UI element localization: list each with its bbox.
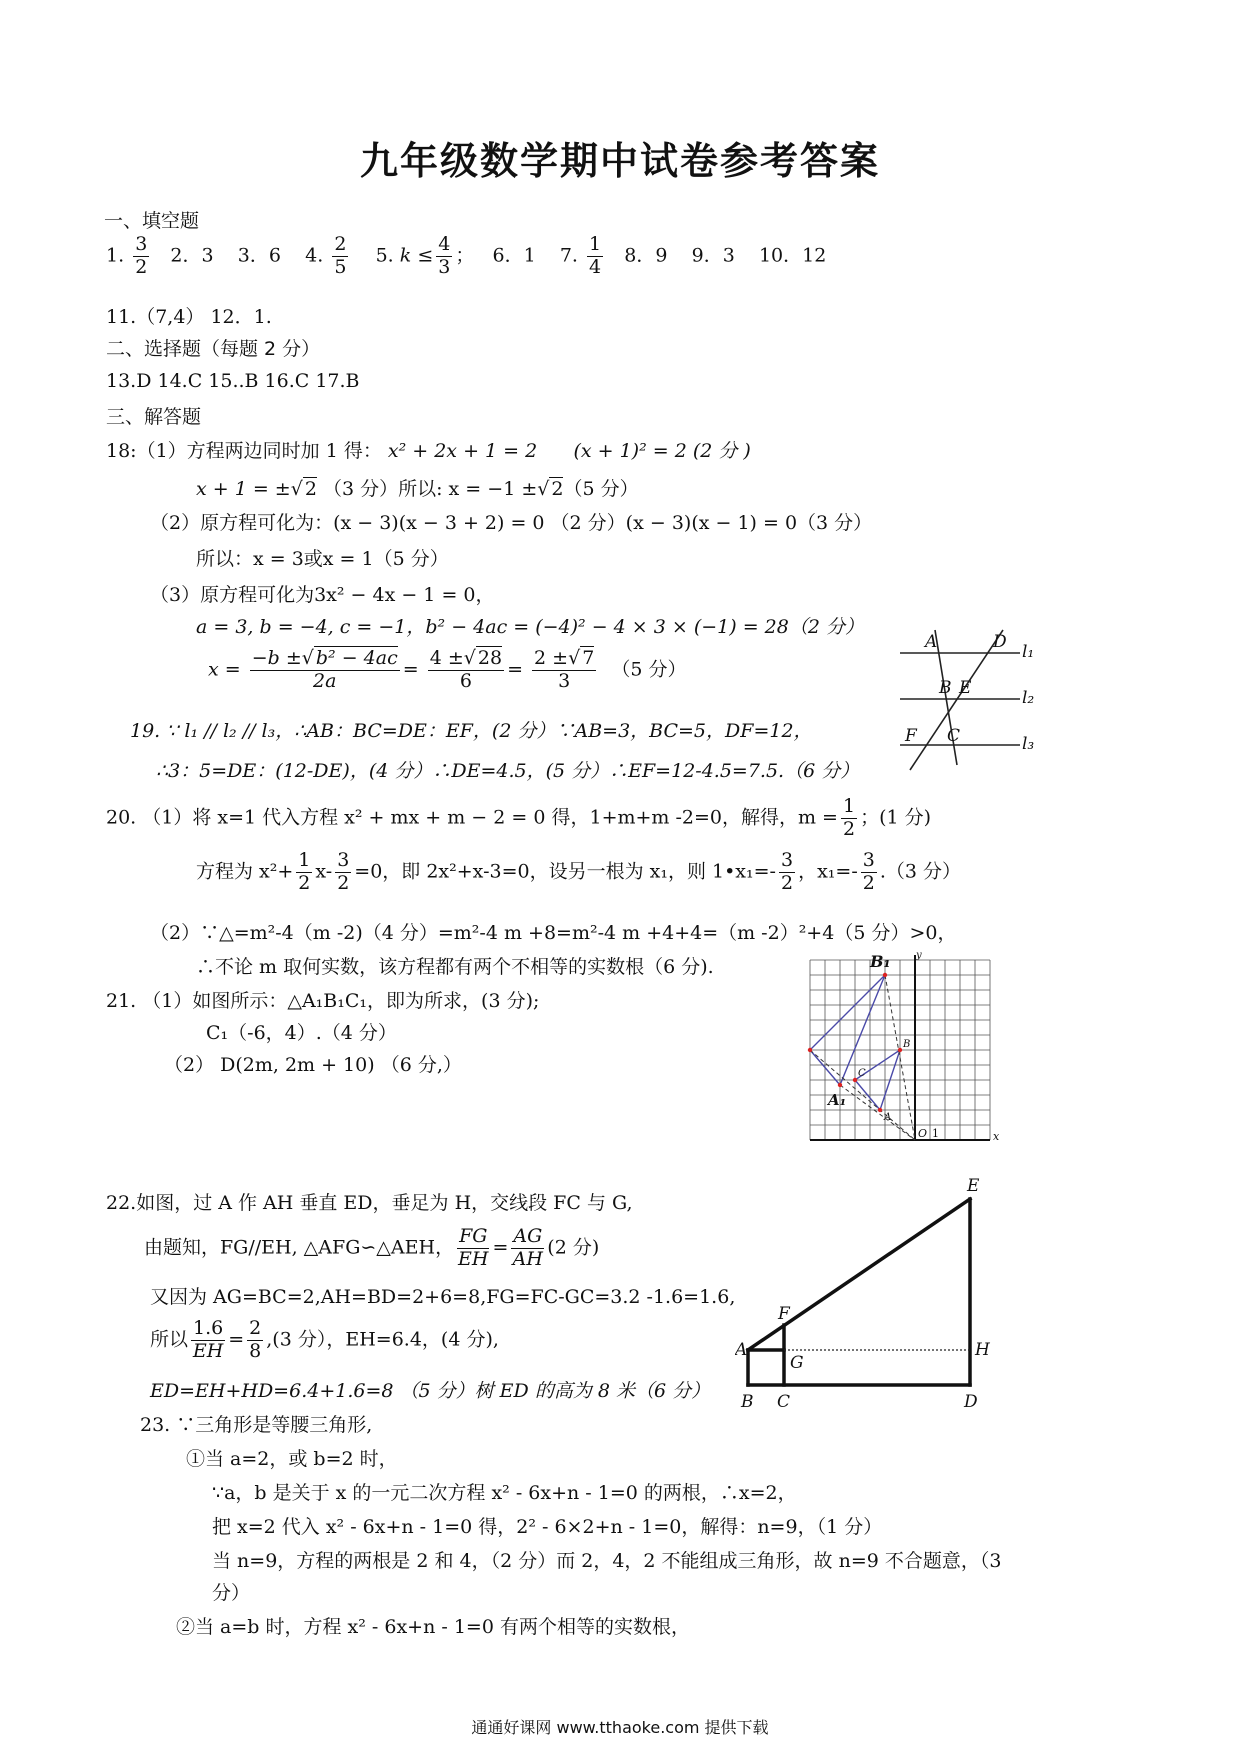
- q22-line-1: 22.如图，过 A 作 AH 垂直 ED，垂足为 H，交线段 FC 与 G,: [106, 1192, 633, 1214]
- answer-5-fraction: $\frac{4}{3}$: [438, 233, 451, 278]
- answer-4-fraction: $\frac{2}{5}$: [334, 233, 347, 278]
- q20-line-1: 20. （1）将 x=1 代入方程 x² + mx + m − 2 = 0 得，1+m+m -2=0，解得，m = $\frac{1}{2}$ ；(1 分): [106, 795, 932, 840]
- q18-line-5: （3）原方程可化为3x² − 4x − 1 = 0，: [150, 584, 495, 606]
- section-heading-solutions: 三、解答题: [106, 406, 202, 428]
- fig22-label-h: H: [975, 1340, 990, 1360]
- q23-line-3: ∵a，b 是关于 x 的一元二次方程 x² - 6x+n - 1=0 的两根，∴x=2，: [212, 1482, 797, 1504]
- q18-line-1: 18:（1）方程两边同时加 1 得： x² + 2x + 1 = 2 (x + 1)² = 2 (2 分 ): [106, 440, 751, 462]
- answer-1-label: 1.: [106, 244, 125, 267]
- answer-7-fraction: $\frac{1}{4}$: [589, 233, 602, 278]
- answer-7-label: 7.: [559, 244, 578, 267]
- fig22-label-a: A: [735, 1340, 748, 1360]
- q23-line-6: 分）: [212, 1582, 251, 1604]
- fig21-label-b1: B₁: [870, 952, 891, 971]
- q21-line-1: 21. （1）如图所示：△A₁B₁C₁，即为所求，(3 分);: [106, 990, 540, 1012]
- q20-line-3: （2）∵△=m²-4（m -2)（4 分）=m²-4 m +8=m²-4 m +4+4=（m -2）²+4（5 分）>0，: [150, 922, 957, 944]
- fig21-label-b: B: [903, 1039, 911, 1050]
- q18-fraction-7: $\frac{2 \pm√ 7}{3}$: [534, 647, 595, 692]
- fig21-label-y: y: [916, 950, 922, 961]
- fig19-label-l1: l₁: [1022, 642, 1035, 662]
- q18-quadratic-formula: $\frac{\text{−b ±√ b² − 4ac}}{2a}$: [251, 647, 398, 692]
- fig19-label-f: F: [905, 726, 917, 746]
- fig21-label-origin: O: [918, 1127, 928, 1140]
- fig22-label-e: E: [967, 1176, 980, 1196]
- section-heading-choice: 二、选择题（每题 2 分）: [106, 338, 321, 360]
- answer-3: 3．6: [237, 244, 281, 267]
- answer-5-k: k ≤: [399, 244, 434, 267]
- fig22-label-d: D: [964, 1392, 978, 1412]
- answer-2: 2．3: [170, 244, 214, 267]
- q22-line-2: 由题知，FG//EH, △AFG∽△AEH， $\frac{FG}{EH}$ = $\frac{AG}{AH} (2$ 分): [144, 1225, 600, 1270]
- q22-line-3: 又因为 AG=BC=2,AH=BD=2+6=8,FG=FC-GC=3.2 -1.6=1.6,: [150, 1286, 736, 1308]
- fig19-label-l3: l₃: [1022, 734, 1035, 754]
- fig22-label-b: B: [741, 1392, 754, 1412]
- fig22-label-c: C: [777, 1392, 791, 1412]
- answer-4-label: 4.: [305, 244, 324, 267]
- q19-line-2: ∴3：5=DE：(12-DE)，(4 分）∴DE=4.5，(5 分）∴EF=12-4.5=7.5.（6 分）: [156, 760, 860, 782]
- q19-line-1: 19. ∵ l₁ // l₂ // l₃，∴AB：BC=DE：EF，(2 分）∵AB=3，BC=5，DF=12，: [130, 720, 813, 742]
- fig22-label-f: F: [778, 1304, 790, 1324]
- section-heading-fill-in: 一、填空题: [104, 210, 200, 232]
- q23-line-4: 把 x=2 代入 x² - 6x+n - 1=0 得，2² - 6×2+n - 1=0，解得：n=9，（1 分）: [212, 1516, 883, 1538]
- fig21-label-x: x: [993, 1130, 1000, 1143]
- q18-line-3: （2）原方程可化为：(x − 3)(x − 3 + 2) = 0 （2 分）(x − 3)(x − 1) = 0（3 分）: [150, 512, 873, 534]
- fig22-label-g: G: [790, 1353, 804, 1373]
- q20-line-4: ∴不论 m 取何实数，该方程都有两个不相等的实数根（6 分).: [196, 956, 714, 978]
- q21-line-3: （2） D(2m, 2m + 10) （6 分,）: [164, 1054, 462, 1076]
- fig21-label-a1: A₁: [828, 1091, 847, 1109]
- choice-answers: 13.D 14.C 15..B 16.C 17.B: [106, 370, 360, 392]
- fill-in-answers-row-2: 11.（7,4） 12．1.: [106, 306, 272, 328]
- fig19-label-a: A: [925, 632, 938, 652]
- fig19-label-l2: l₂: [1022, 688, 1035, 708]
- answer-9: 9．3: [691, 244, 735, 267]
- q22-line-4: 所以 $\frac{1.6}{EH}$ = $\frac{2}{8}$ ,(3 分），EH=6.4，(4 分),: [150, 1317, 499, 1362]
- fig21-label-one: 1: [932, 1127, 939, 1140]
- q18-line-6: a = 3, b = −4, c = −1，b² − 4ac = (−4)² − 4 × 3 × (−1) = 28（2 分）: [196, 616, 864, 638]
- q18-line-2: x + 1 = ±√ 2 （3 分）所以: x = −1 ±√ 2（5 分）: [196, 478, 639, 500]
- fig19-label-b: B: [939, 678, 952, 698]
- fill-in-answers-row-1: 1. $\frac{3}{2}$ 2．3 3．6 4. $\frac{2}{5}$ 5. k ≤ $\frac{4}{3}$ ； 6．1 7. $\frac{1}{4}$ 8．9 9．3 10．12: [106, 233, 827, 278]
- q18-line-7: x = $\frac{\text{−b ±√ b² − 4ac}}{2a}$ = $\frac{4 \pm√ 28}{6}$ = $\frac{2 \pm√ 7}{3}$ （5 分）: [208, 647, 687, 692]
- q23-line-1: 23. ∵三角形是等腰三角形,: [140, 1414, 373, 1436]
- fig19-label-d: D: [993, 632, 1007, 652]
- q18-line-4: 所以：x = 3或x = 1（5 分）: [196, 548, 449, 570]
- answer-10: 10．12: [758, 244, 827, 267]
- fig21-label-a: A: [884, 1112, 892, 1123]
- q23-line-7: ②当 a=b 时，方程 x² - 6x+n - 1=0 有两个相等的实数根，: [176, 1616, 690, 1638]
- fig19-label-c: C: [947, 726, 961, 746]
- answer-8: 8．9: [624, 244, 668, 267]
- q23-line-5: 当 n=9，方程的两根是 2 和 4，（2 分）而 2，4，2 不能组成三角形，故 n=9 不合题意，（3: [212, 1550, 1002, 1572]
- fig19-label-e: E: [959, 678, 972, 698]
- q23-line-2: ①当 a=2，或 b=2 时，: [186, 1448, 398, 1470]
- q20-m-fraction: $\frac{1}{2}$: [842, 795, 856, 840]
- q20-line-2: 方程为 x²+ $\frac{1}{2}$ x- $\frac{3}{2}$ =0，即 2x²+x-3=0，设另一根为 x₁，则 1•x₁=- $\frac{3}{2}$ ，x₁=- $\frac{3}{2}$ .（3 分）: [196, 849, 962, 894]
- page-title: 九年级数学期中试卷参考答案: [359, 139, 880, 183]
- q18-fraction-28: $\frac{4 \pm√ 28}{6}$: [429, 647, 503, 692]
- answer-1-fraction: $\frac{3}{2}$: [135, 233, 148, 278]
- answer-5-label: 5.: [375, 244, 394, 267]
- coordinate-grid-figure: [800, 950, 1005, 1150]
- answer-6: 6．1: [492, 244, 536, 267]
- tree-shadow-figure: [735, 1175, 1000, 1415]
- footer-source: 通通好课网 www.tthaoke.com 提供下载: [471, 1718, 769, 1737]
- parallel-lines-figure: [895, 625, 1045, 775]
- q22-line-5: ED=EH+HD=6.4+1.6=8 （5 分）树 ED 的高为 8 米（6 分）: [150, 1380, 711, 1402]
- q21-line-2: C₁（-6，4）.（4 分）: [206, 1022, 397, 1044]
- fig21-label-c: C: [858, 1068, 866, 1079]
